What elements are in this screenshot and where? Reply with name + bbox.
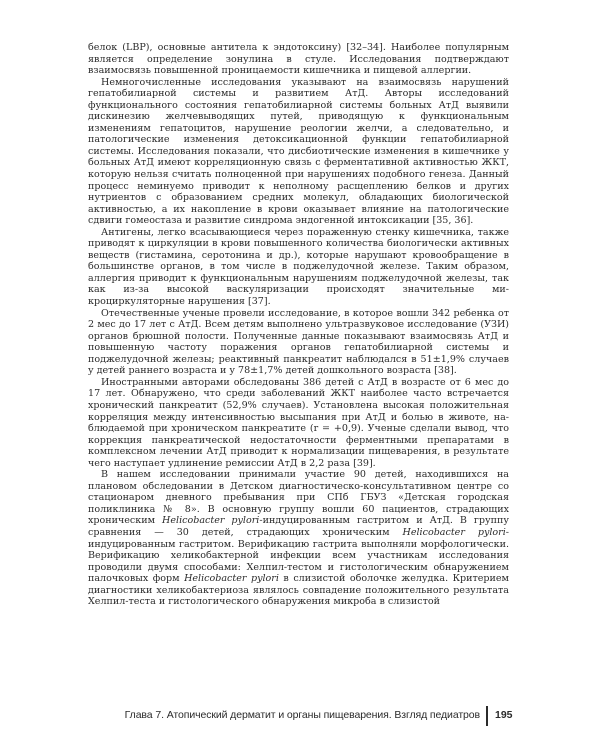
text-run: -индуцированным гастритом. Верификацию гастрита выполняли морфологически. Верификацию хеликобактерной инфекции всем участникам исследования проводили двумя способами: Хелпил-тестом и гистологическим обнаружением палочковых форм [88, 526, 509, 585]
text-run: Отечественные ученые провели исследование, в которое вошли 342 ребенка от 2 мес до 17 лет с АтД. Всем детям выполнено ультразвуковое исследование (УЗИ) органов брюшной полости. Полученные данные показывают взаимосвязь АтД и повышенную частоту поражения органов гепатобилиарной системы и поджелудочной железы; реактивный панкреатит наблюдался в 51±1,9% случаев у детей раннего возраста и у 78±1,7% детей дошкольного возраста [38]. [88, 307, 509, 377]
footer-divider [486, 706, 488, 726]
chapter-title: Глава 7. Атопический дерматит и органы пищеварения. Взгляд педиатров [124, 709, 480, 721]
paragraph-6 [88, 469, 509, 608]
page-number: 195 [495, 709, 513, 721]
text-run: -индуцированным гастритом и АтД. В группу сравнения — 30 детей, страдающих хроническим [88, 515, 510, 538]
paragraph-5 [88, 377, 509, 469]
text-run: в слизистой оболочке желудка. Критерием диагностики хеликобактериоза являлось совпадение положительного результата Хелпил-теста и гистологического обнаружения микроба в слизистой [88, 573, 509, 608]
text-run: Немногочисленные исследования указывают на взаимосвязь нарушений гепатобилиарной системы и развитием АтД. Авторы исследований функционального состояния гепатобилиарной системы больных АтД выявили дискинезию желчевыводящих путей, приводящую к функциональным изменениям гепатоцитов, нарушение реологии желчи, а следовательно, и патологические изменения детоксикационной функции гепатобилиарной системы. Исследования показали, что дисбиотические изменения в кишечнике у больных АтД имеют корреляционную связь с ферментативной активностью ЖКТ, которую нельзя считать полноценной при нарушениях подобного генеза. Данный процесс неминуемо приводит к неполному расщеплению белков и других нутриентов с образованием средних молекул, обладающих биологической активностью, а их накопление в крови оказывает влияние на патологические сдвиги гомеостаза и развитие синдрома эндогенной интоксикации [35, 36]. [88, 76, 509, 227]
paragraph-4 [88, 308, 509, 377]
page-footer [0, 706, 600, 726]
text-run: Антигены, легко всасывающиеся через пораженную стенку кишечника, также приводят к циркуляции в крови повышенного количества биологически активных веществ (гистамина, серотонина и др.), которые нарушают кровообращение в большинстве органов, в том числе в поджелудочной железе. Таким образом, аллергия приводит к функциональным нарушениям поджелудочной железы, так как из-за высокой васкуляризации происходят значительные микроциркуляторные нарушения [37]. [88, 226, 509, 308]
italic-run: Helicobacter pylori [162, 515, 260, 527]
paragraph-2 [88, 77, 509, 227]
text-run: В нашем исследовании принимали участие 90 детей, находившихся на плановом обследовании в Детском диагностическо-консультативном центре со стационаром дневного пребывания при СПб ГБУЗ «Детская городская поликлиника № 8». В основную группу вошли 60 пациентов, страдающих хроническим [88, 469, 509, 527]
italic-run: Helicobacter pylori [402, 526, 506, 538]
italic-run: Helicobacter pylori [184, 573, 279, 585]
paragraph-3 [88, 227, 509, 308]
paragraph-1 [88, 42, 509, 77]
text-run: белок (LBP), основные антитела к эндотоксину) [32–34]. Наиболее популярным является определение зонулина в стуле. Исследования подтверждают взаимосвязь повышенной проницаемости кишечника и пищевой аллергии. [88, 42, 509, 77]
body-text [88, 42, 509, 608]
text-run: Иностранными авторами обследованы 386 детей с АтД в возрасте от 6 мес до 17 лет. Обнаружено, что среди заболеваний ЖКТ наиболее часто встречается хронический панкреатит (52,9% случаев). Установлена высокая положительная корреляция между интенсивностью высыпания при АтД и болью в животе, наблюдаемой при хроническом панкреатите (r = +0,9). Ученые сделали вывод, что коррекция панкреатической недостаточности ферментными препаратами в комплексном лечении АтД приводит к нормализации пищеварения, в результате чего наступает удлинение ремиссии АтД в 2,2 раза [39]. [88, 376, 509, 469]
